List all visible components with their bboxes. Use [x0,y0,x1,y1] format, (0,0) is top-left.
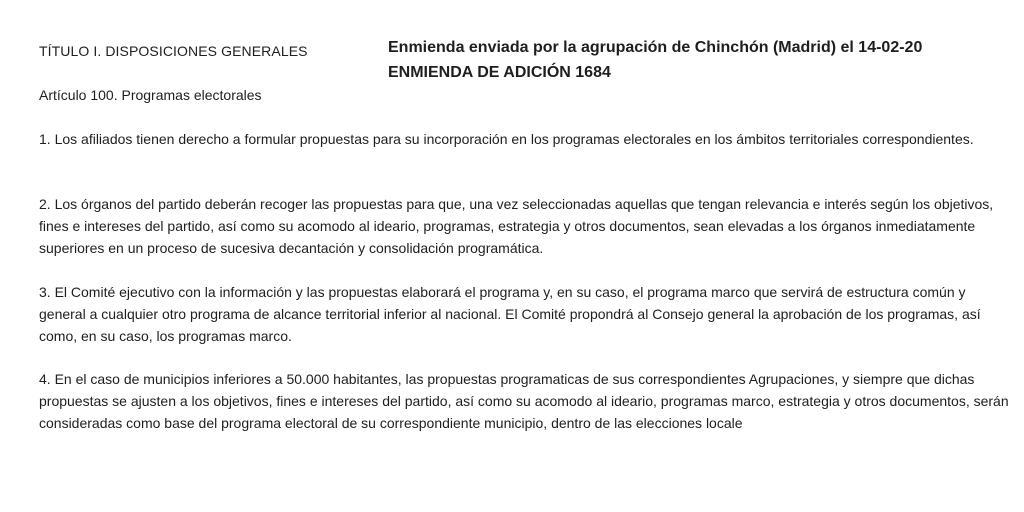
amendment-source-heading: Enmienda enviada por la agrupación de Chinchón (Madrid) el 14-02-20 [388,39,923,56]
article-paragraph-3: 3. El Comité ejecutivo con la información y las propuestas elaborará el programa y, en su caso, el programa marco que servirá de estructura común y general a cualquier otro programa de alcance territorial inferior al nacional. El Comité propondrá al Consejo general la aprobación de los programas, así como, en su caso, los programas marco. [39,284,981,344]
article-paragraph-2: 2. Los órganos del partido deberán recoger las propuestas para que, una vez seleccionadas aquellas que tengan relevancia e interés según los objetivos, fines e intereses del partido, así como su acomodo al ideario, programas, estrategia y otros documentos, sean elevadas a los órganos inmediatamente superiores en un proceso de sucesiva decantación y consolidación programática. [39,196,994,256]
article-paragraph-4: 4. En el caso de municipios inferiores a 50.000 habitantes, las propuestas programaticas de sus correspondientes Agrupaciones, y siempre que dichas propuestas se ajusten a los objetivos, fines e intereses del partido, así como su acomodo al ideario, programas marco, estrategia y otros documentos, serán consideradas como base del programa electoral de su correspondiente municipio, dentro de las elecciones locale [39,371,1009,431]
amendment-number-heading: ENMIENDA DE ADICIÓN 1684 [388,64,611,81]
section-title: TÍTULO I. DISPOSICIONES GENERALES [39,43,308,59]
article-paragraph-1: 1. Los afiliados tienen derecho a formular propuestas para su incorporación en los programas electorales en los ámbitos territoriales correspondientes. [39,131,974,147]
article-title: Artículo 100. Programas electorales [39,87,262,103]
